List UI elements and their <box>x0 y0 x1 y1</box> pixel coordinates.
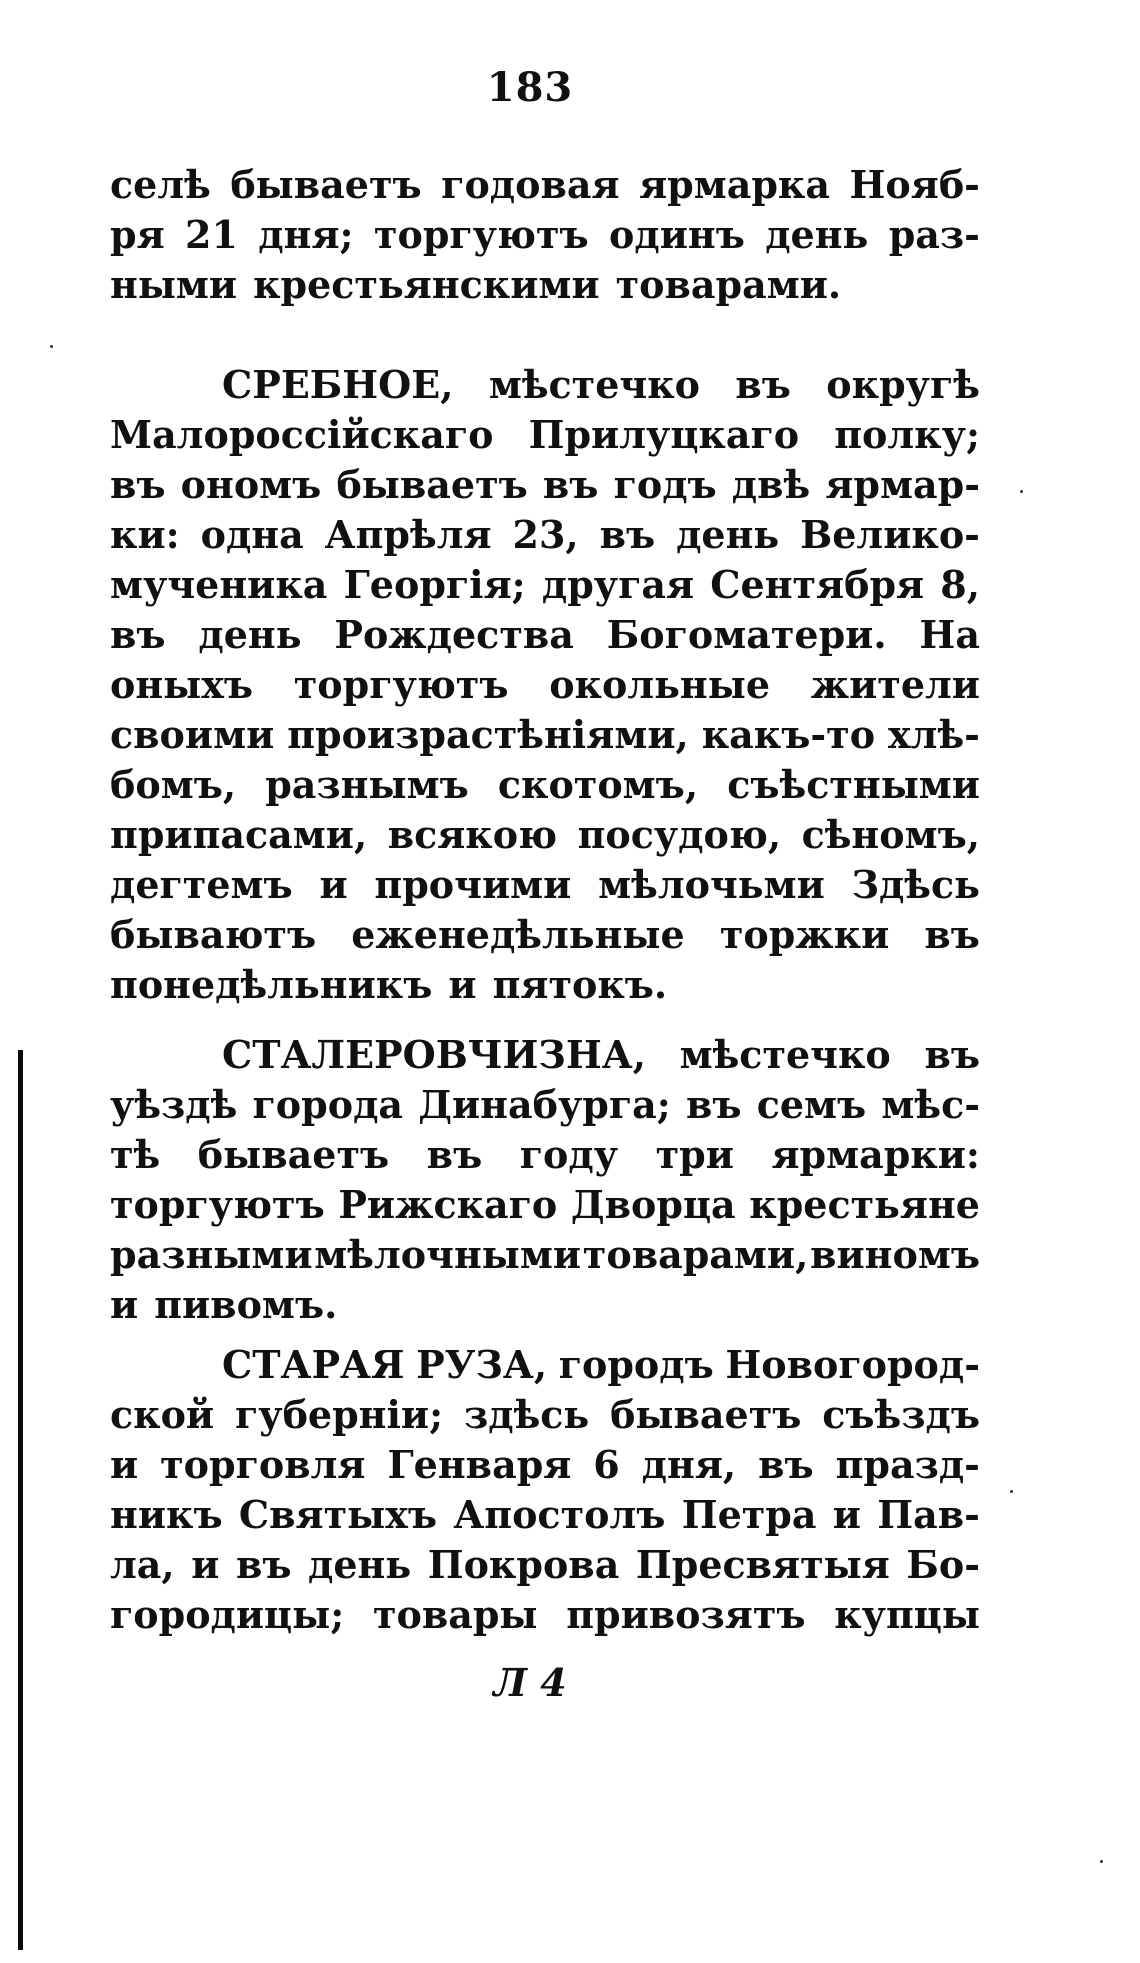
word: Прилуцкаго <box>528 412 800 457</box>
word: и <box>448 962 477 1007</box>
word: ярмарки: <box>771 1132 980 1177</box>
text-line <box>110 1130 980 1180</box>
word: крестьянскими <box>253 262 600 307</box>
text-line <box>110 1490 980 1540</box>
word: и <box>832 1492 861 1537</box>
text-line <box>110 460 980 510</box>
word: жители <box>810 662 980 707</box>
print-speck <box>1010 1490 1013 1493</box>
word: торговля <box>160 1442 366 1487</box>
word: въ <box>735 362 791 407</box>
word: торжки <box>719 912 890 957</box>
text-line <box>110 210 980 260</box>
word: СТАЛЕРОВЧИЗНА, <box>222 1032 646 1077</box>
word: 6 <box>593 1442 620 1487</box>
text-line <box>110 610 980 660</box>
text-line <box>110 1180 980 1230</box>
word: Велико- <box>800 512 980 557</box>
word: три <box>655 1132 734 1177</box>
word: всякою <box>387 812 558 857</box>
word: въ <box>924 1032 980 1077</box>
word: мѣстечко <box>679 1032 891 1077</box>
word: произрастѣніями, <box>287 712 689 757</box>
word: мѣлочными <box>314 1232 582 1277</box>
word: Бо- <box>906 1542 980 1587</box>
text-line <box>110 1280 980 1330</box>
word: Дворца <box>570 1182 736 1227</box>
word: мѣс- <box>881 1082 980 1127</box>
word: пивомъ. <box>154 1282 338 1327</box>
text-line <box>110 260 980 310</box>
text-line <box>110 360 980 410</box>
word: СТАРАЯ <box>222 1342 405 1387</box>
text-line <box>110 1540 980 1590</box>
word: день <box>198 612 302 657</box>
text-line <box>110 160 980 210</box>
word: 8, <box>940 562 980 607</box>
word: Рижскаго <box>338 1182 558 1227</box>
word: никъ <box>110 1492 223 1537</box>
word: прочими <box>374 862 572 907</box>
word: празд- <box>835 1442 980 1487</box>
word: годовая <box>441 162 620 207</box>
word: ярмар- <box>825 462 980 507</box>
word: мѣстечко <box>488 362 701 407</box>
text-line <box>110 1390 980 1440</box>
word: тѣ <box>110 1132 161 1177</box>
word: дегтемъ <box>110 862 293 907</box>
print-speck <box>50 345 53 348</box>
word: въ <box>235 1542 292 1587</box>
text-line <box>110 660 980 710</box>
word: какъ-то <box>701 712 876 757</box>
word: ными <box>110 262 238 307</box>
word: въ <box>110 612 166 657</box>
word: въ <box>110 462 166 507</box>
text-line <box>110 710 980 760</box>
word: ла, <box>110 1542 175 1587</box>
word: бываетъ <box>197 1132 390 1177</box>
text-line <box>110 810 980 860</box>
word: сѣномъ, <box>801 812 980 857</box>
text-line <box>110 560 980 610</box>
word: и <box>319 862 348 907</box>
word: бываетъ <box>336 462 528 507</box>
word: семъ <box>756 1082 867 1127</box>
word: раз- <box>888 212 980 257</box>
paragraph-srebnoe <box>110 360 980 1010</box>
word: торгуютъ <box>293 662 509 707</box>
word: мѣлочьми <box>598 862 825 907</box>
word: товарами. <box>615 262 842 307</box>
text-line <box>110 960 980 1010</box>
text-line <box>110 1080 980 1130</box>
word: 21 <box>185 212 238 257</box>
word: году <box>519 1132 619 1177</box>
text-line <box>110 510 980 560</box>
text-line <box>110 760 980 810</box>
word: Петра <box>681 1492 817 1537</box>
word: скотомъ, <box>497 762 699 807</box>
word: Апрѣля <box>324 512 492 557</box>
word: Богоматери. <box>606 612 887 657</box>
word: своими <box>110 712 275 757</box>
word: съѣздъ <box>822 1392 980 1437</box>
word: Рождества <box>334 612 574 657</box>
word: На <box>919 612 980 657</box>
word: припасами, <box>110 812 368 857</box>
word: ономъ <box>180 462 322 507</box>
text-line <box>110 860 980 910</box>
paragraph-staraya-ruza <box>110 1340 980 1640</box>
word: уѣздѣ <box>110 1082 238 1127</box>
word: бомъ, <box>110 762 237 807</box>
word: день <box>676 512 780 557</box>
word: Пресвятыя <box>635 1542 890 1587</box>
text-line <box>110 1030 980 1080</box>
word: бываетъ <box>610 1392 802 1437</box>
word: Нояб- <box>849 162 980 207</box>
word: хлѣ- <box>888 712 980 757</box>
word: день <box>765 212 869 257</box>
word: другая <box>541 562 695 607</box>
word: здѣсь <box>463 1392 590 1437</box>
word: ярмарка <box>639 162 830 207</box>
word: Покрова <box>427 1542 620 1587</box>
word: въ <box>924 912 980 957</box>
word: купцы <box>834 1592 980 1637</box>
word: посудою, <box>577 812 782 857</box>
word: Сентября <box>710 562 925 607</box>
binding-edge-shadow <box>18 1050 23 1950</box>
word: въ <box>685 1082 742 1127</box>
word: годъ <box>613 462 717 507</box>
word: ки: <box>110 512 180 557</box>
page-number: 183 <box>486 64 574 111</box>
word: разнымъ <box>265 762 469 807</box>
word: губерніи; <box>234 1392 444 1437</box>
word: округѣ <box>826 362 980 407</box>
word: бываютъ <box>110 912 317 957</box>
word: городъ <box>558 1342 714 1387</box>
word: Генваря <box>387 1442 572 1487</box>
word: и <box>110 1282 139 1327</box>
word: день <box>308 1542 412 1587</box>
word: Динабурга; <box>418 1082 671 1127</box>
print-speck <box>1100 1860 1103 1863</box>
word: еженедѣльные <box>351 912 685 957</box>
word: мученика <box>110 562 328 607</box>
word: ской <box>110 1392 215 1437</box>
word: ря <box>110 212 165 257</box>
word: селѣ <box>110 162 211 207</box>
word: въ <box>758 1442 814 1487</box>
word: Пав- <box>877 1492 980 1537</box>
word: съѣстными <box>727 762 980 807</box>
printer-signature-mark: Л 4 <box>493 1660 567 1705</box>
word: окольные <box>549 662 771 707</box>
word: одна <box>200 512 304 557</box>
word: привозятъ <box>566 1592 806 1637</box>
word: Георгія; <box>343 562 526 607</box>
word: пятокъ. <box>492 962 668 1007</box>
word: въ <box>599 512 656 557</box>
word: двѣ <box>731 462 811 507</box>
word: понедѣльникъ <box>110 962 433 1007</box>
word: полку; <box>834 412 980 457</box>
word: и <box>191 1542 220 1587</box>
word: Новогород- <box>725 1342 980 1387</box>
text-line <box>110 910 980 960</box>
word: Апостолъ <box>453 1492 666 1537</box>
text-line <box>110 410 980 460</box>
word: крестьяне <box>749 1182 980 1227</box>
word: дня, <box>641 1442 737 1487</box>
word: Малороссійскаго <box>110 412 494 457</box>
word: бываетъ <box>230 162 422 207</box>
word: въ <box>542 462 599 507</box>
paragraph-stalerovchizna <box>110 1030 980 1330</box>
text-line <box>110 1590 980 1640</box>
word: РУЗА, <box>416 1342 548 1387</box>
word: и <box>110 1442 139 1487</box>
word: торгуютъ <box>110 1182 325 1227</box>
text-line <box>110 1340 980 1390</box>
print-speck <box>1020 490 1023 493</box>
word: города <box>252 1082 404 1127</box>
word: СРЕБНОЕ, <box>222 362 454 407</box>
word: виномъ <box>810 1232 980 1277</box>
word: 23, <box>512 512 579 557</box>
word: оныхъ <box>110 662 254 707</box>
word: товарами, <box>582 1232 809 1277</box>
word: товары <box>372 1592 538 1637</box>
word: Святыхъ <box>238 1492 438 1537</box>
word: въ <box>426 1132 483 1177</box>
text-line <box>110 1230 980 1280</box>
paragraph-continuation <box>110 160 980 310</box>
word: торгуютъ <box>373 212 589 257</box>
word: разными <box>110 1232 313 1277</box>
word: Здѣсь <box>851 862 980 907</box>
word: одинъ <box>609 212 745 257</box>
text-line <box>110 1440 980 1490</box>
word: дня; <box>258 212 354 257</box>
word: городицы; <box>110 1592 345 1637</box>
